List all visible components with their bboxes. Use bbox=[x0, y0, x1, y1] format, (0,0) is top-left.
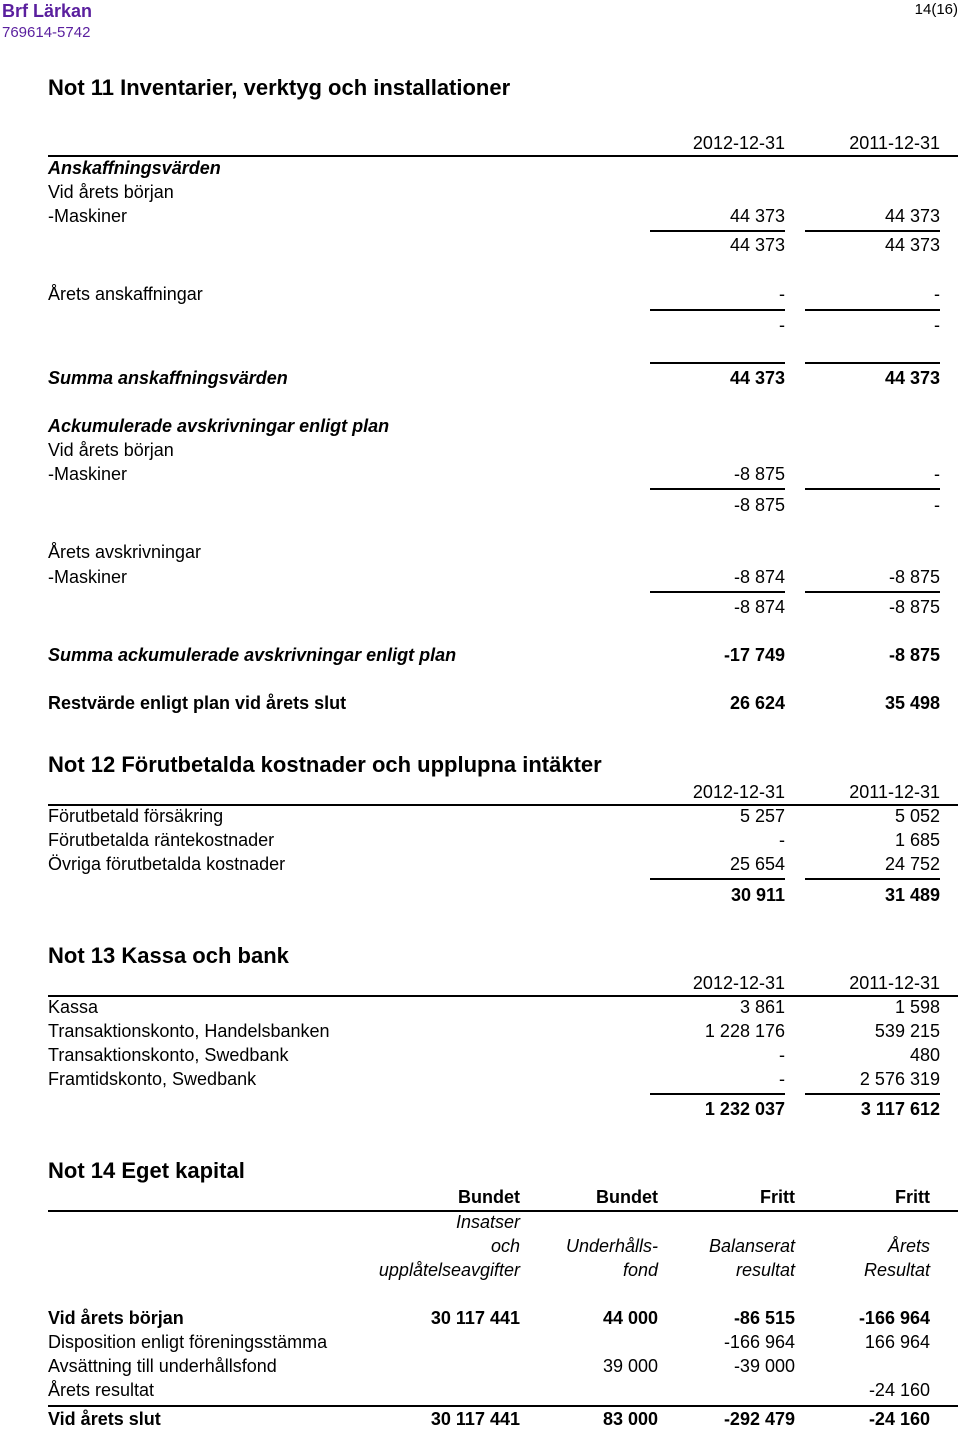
subtotal-rule bbox=[805, 230, 940, 232]
note-11-row-label: -Maskiner bbox=[48, 464, 128, 484]
note-11-col-2012: 2012-12-31 bbox=[692, 133, 785, 153]
note-13-row-label: Framtidskonto, Swedbank bbox=[48, 1069, 257, 1089]
note-11-section-acquisition: Anskaffningsvärden bbox=[48, 158, 221, 178]
note-13-col-2012: 2012-12-31 bbox=[692, 973, 785, 993]
note-11-header-rule bbox=[48, 155, 958, 157]
equity-value: 30 117 441 bbox=[430, 1409, 520, 1429]
note-12-title: Not 12 Förutbetalda kostnader och upplupna intäkter bbox=[48, 752, 602, 777]
equity-row-label: Disposition enligt föreningsstämma bbox=[48, 1332, 328, 1352]
note-13-value: 2 576 319 bbox=[859, 1069, 940, 1089]
note-11-title: Not 11 Inventarier, verktyg och installationer bbox=[48, 75, 511, 100]
equity-value: 83 000 bbox=[602, 1409, 658, 1429]
note-13-value: - bbox=[779, 1069, 785, 1089]
note-11-value: -8 875 bbox=[733, 464, 785, 484]
equity-col-subhead: upplåtelseavgifter bbox=[378, 1260, 520, 1280]
note-11-total: -17 749 bbox=[723, 645, 785, 665]
note-13-title: Not 13 Kassa och bank bbox=[48, 943, 289, 968]
note-13-row-label: Transaktionskonto, Handelsbanken bbox=[48, 1021, 330, 1041]
note-12-value: 1 685 bbox=[894, 830, 940, 850]
note-12-row-label: Övriga förutbetalda kostnader bbox=[48, 854, 286, 874]
equity-value: 30 117 441 bbox=[430, 1308, 520, 1328]
note-11-col-2011: 2011-12-31 bbox=[849, 133, 940, 153]
equity-col-subhead: Insatser bbox=[455, 1212, 520, 1232]
note-12-col-2011: 2011-12-31 bbox=[849, 782, 940, 802]
note-12-value: 25 654 bbox=[729, 854, 785, 874]
subtotal-rule bbox=[650, 591, 785, 593]
note-12-col-2012: 2012-12-31 bbox=[692, 782, 785, 802]
note-11-row-label: -Maskiner bbox=[48, 206, 128, 226]
note-13-value: 539 215 bbox=[874, 1021, 940, 1041]
equity-col-subhead: fond bbox=[622, 1260, 658, 1280]
note-11-residual-value: 26 624 bbox=[729, 693, 785, 713]
equity-row-label: Årets resultat bbox=[48, 1380, 155, 1400]
note-11-subtotal: - bbox=[934, 315, 940, 335]
organization-name: Brf Lärkan bbox=[2, 1, 93, 21]
note-13-value: 1 228 176 bbox=[704, 1021, 785, 1041]
note-11-row-label: Vid årets början bbox=[48, 182, 174, 202]
subtotal-rule bbox=[805, 488, 940, 490]
equity-value: -166 964 bbox=[723, 1332, 795, 1352]
equity-col-head: Bundet bbox=[596, 1187, 658, 1207]
note-12-row-label: Förutbetalda räntekostnader bbox=[48, 830, 275, 850]
equity-col-subhead: Balanserat bbox=[708, 1236, 795, 1256]
note-11-value: - bbox=[934, 284, 940, 304]
note-12-value: - bbox=[779, 830, 785, 850]
note-11-value: -8 874 bbox=[733, 567, 785, 587]
subtotal-rule bbox=[650, 878, 785, 880]
subtotal-rule bbox=[805, 309, 940, 311]
note-11-value: - bbox=[779, 284, 785, 304]
equity-value: -24 160 bbox=[868, 1409, 930, 1429]
subtotal-rule bbox=[650, 230, 785, 232]
note-13-total: 3 117 612 bbox=[860, 1099, 940, 1119]
equity-col-subhead: Resultat bbox=[863, 1260, 930, 1280]
note-12-total: 30 911 bbox=[730, 885, 785, 905]
equity-value: 44 000 bbox=[602, 1308, 658, 1328]
subtotal-rule bbox=[650, 1093, 785, 1095]
note-11-subtotal: - bbox=[934, 495, 940, 515]
organization-number: 769614-5742 bbox=[2, 24, 91, 41]
note-13-value: 3 861 bbox=[739, 997, 785, 1017]
note-13-row-label: Kassa bbox=[48, 997, 99, 1017]
equity-value: -39 000 bbox=[733, 1356, 795, 1376]
note-11-subtotal: 44 373 bbox=[884, 235, 940, 255]
note-11-value: 44 373 bbox=[729, 206, 785, 226]
note-12-value: 5 257 bbox=[739, 806, 785, 826]
subtotal-rule bbox=[805, 362, 940, 364]
note-11-row-label: Vid årets början bbox=[48, 440, 174, 460]
note-11-total: 44 373 bbox=[884, 368, 940, 388]
subtotal-rule bbox=[805, 591, 940, 593]
note-12-total: 31 489 bbox=[884, 885, 940, 905]
equity-col-head: Bundet bbox=[458, 1187, 520, 1207]
equity-value: -86 515 bbox=[733, 1308, 795, 1328]
note-13-header-rule bbox=[48, 995, 958, 997]
note-13-value: 480 bbox=[909, 1045, 940, 1065]
equity-value: -292 479 bbox=[723, 1409, 795, 1429]
equity-col-subhead: resultat bbox=[735, 1260, 795, 1280]
note-13-row-label: Transaktionskonto, Swedbank bbox=[48, 1045, 289, 1065]
note-11-subtotal: 44 373 bbox=[729, 235, 785, 255]
page-number: 14(16) bbox=[914, 1, 958, 18]
note-13-total: 1 232 037 bbox=[704, 1099, 785, 1119]
subtotal-rule bbox=[650, 362, 785, 364]
subtotal-rule bbox=[805, 878, 940, 880]
note-14-title: Not 14 Eget kapital bbox=[48, 1158, 245, 1183]
note-13-value: - bbox=[779, 1045, 785, 1065]
note-12-row-label: Förutbetald försäkring bbox=[48, 806, 224, 826]
equity-col-subhead: Årets bbox=[887, 1236, 930, 1256]
note-12-value: 24 752 bbox=[884, 854, 940, 874]
note-11-subtotal: -8 874 bbox=[733, 597, 785, 617]
note-12-value: 5 052 bbox=[894, 806, 940, 826]
equity-col-subhead: Underhålls- bbox=[565, 1236, 658, 1256]
equity-col-head: Fritt bbox=[760, 1187, 795, 1207]
note-11-row-label: -Maskiner bbox=[48, 567, 128, 587]
equity-col-head: Fritt bbox=[895, 1187, 930, 1207]
note-11-total: -8 875 bbox=[888, 645, 940, 665]
note-11-total: 44 373 bbox=[729, 368, 785, 388]
note-11-row-label: Årets avskrivningar bbox=[48, 542, 202, 562]
note-11-subtotal: -8 875 bbox=[888, 597, 940, 617]
note-11-value: -8 875 bbox=[888, 567, 940, 587]
equity-value: 166 964 bbox=[864, 1332, 930, 1352]
note-11-residual-value: 35 498 bbox=[884, 693, 940, 713]
note-11-value: - bbox=[934, 464, 940, 484]
equity-value: -166 964 bbox=[858, 1308, 930, 1328]
equity-value: 39 000 bbox=[602, 1356, 658, 1376]
equity-col-subhead: och bbox=[490, 1236, 520, 1256]
subtotal-rule bbox=[805, 1093, 940, 1095]
subtotal-rule bbox=[650, 488, 785, 490]
equity-row-label: Vid årets slut bbox=[48, 1409, 161, 1429]
equity-value: -24 160 bbox=[868, 1380, 930, 1400]
note-11-total-label: Summa ackumulerade avskrivningar enligt plan bbox=[48, 645, 457, 665]
equity-row-label: Vid årets början bbox=[48, 1308, 184, 1328]
note-13-value: 1 598 bbox=[894, 997, 940, 1017]
note-11-value: 44 373 bbox=[884, 206, 940, 226]
note-11-residual-label: Restvärde enligt plan vid årets slut bbox=[48, 693, 347, 713]
note-13-col-2011: 2011-12-31 bbox=[849, 973, 940, 993]
note-11-subtotal: -8 875 bbox=[733, 495, 785, 515]
subtotal-rule bbox=[650, 309, 785, 311]
note-11-row-label: Årets anskaffningar bbox=[48, 284, 203, 304]
equity-row-label: Avsättning till underhållsfond bbox=[48, 1356, 277, 1376]
equity-total-rule bbox=[48, 1405, 958, 1407]
note-11-total-label: Summa anskaffningsvärden bbox=[48, 368, 288, 388]
note-11-section-depreciation: Ackumulerade avskrivningar enligt plan bbox=[48, 416, 390, 436]
note-11-subtotal: - bbox=[779, 315, 785, 335]
